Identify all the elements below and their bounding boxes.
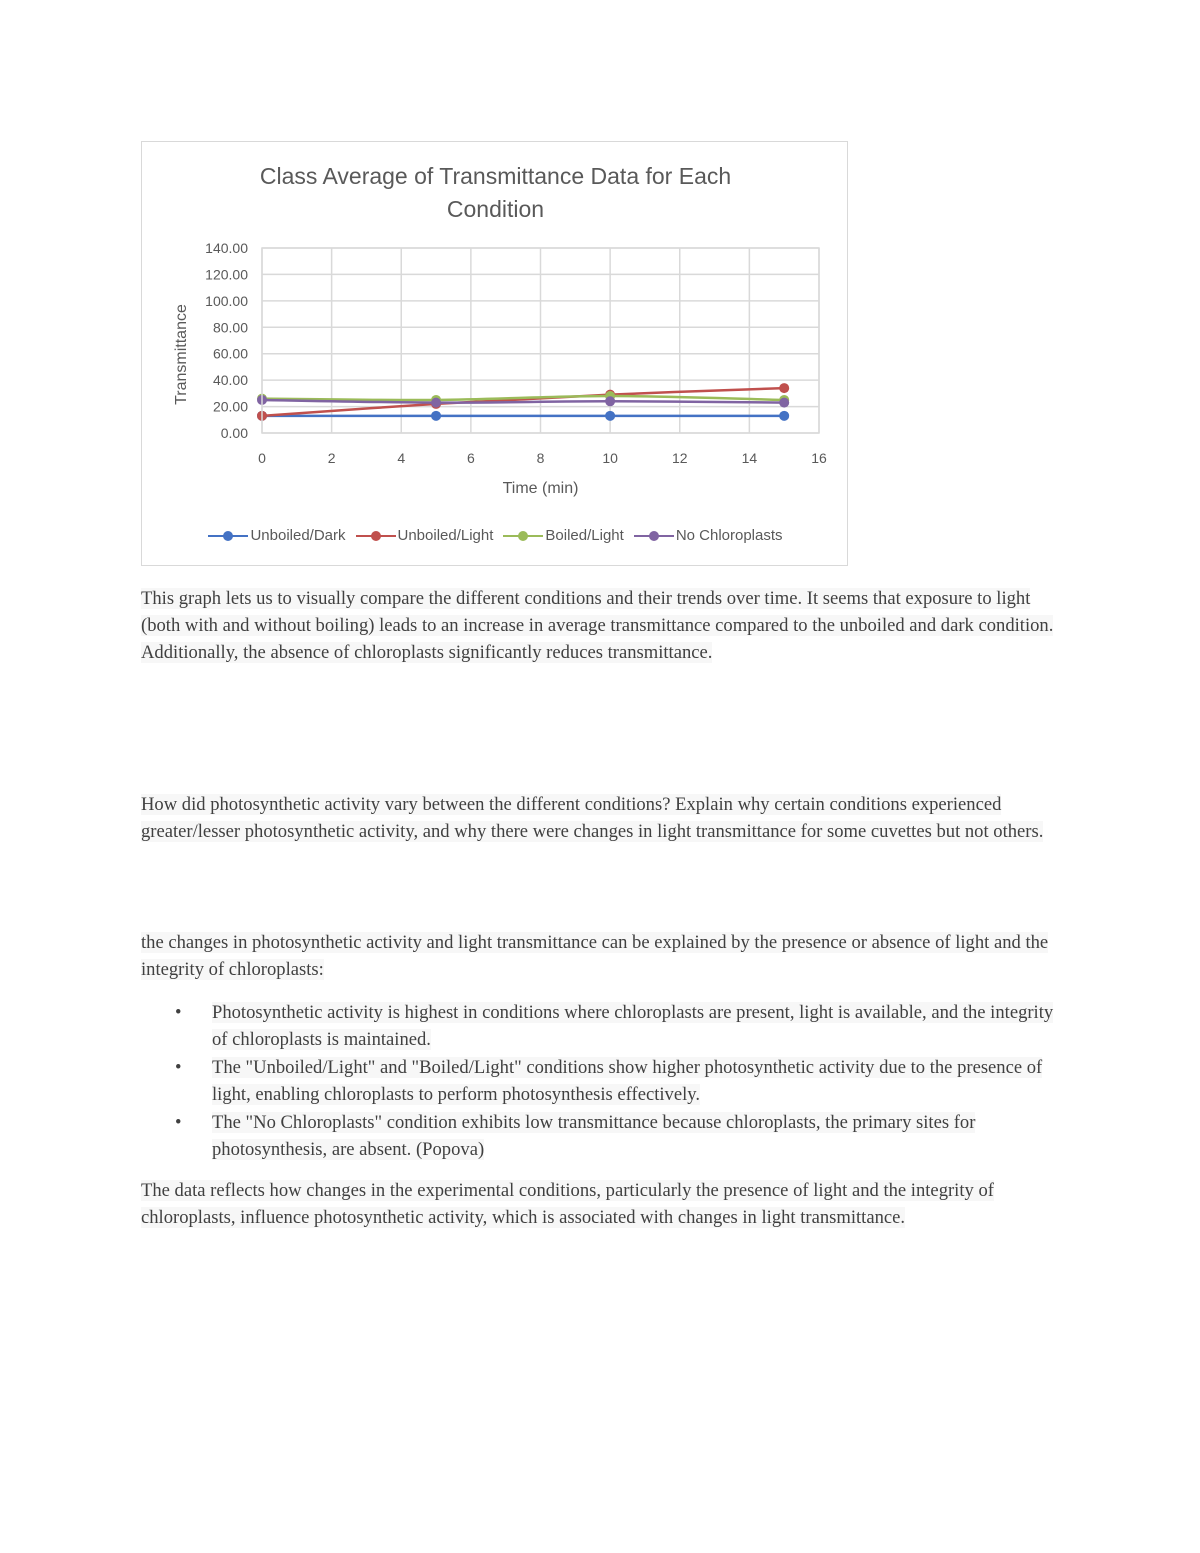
legend-marker-icon xyxy=(503,529,543,543)
answer-bullet-list xyxy=(141,999,1066,1163)
x-tick-label: 0 xyxy=(258,450,266,466)
legend-label: Boiled/Light xyxy=(545,527,624,544)
list-item-text: The "No Chloroplasts" condition exhibits low transmittance because chloroplasts, the primary sites for photosynthesis, are absent. (Popova) xyxy=(212,1112,976,1160)
graph-analysis-text: This graph lets us to visually compare the different conditions and their trends over time. It seems that exposure to light (both with and without boiling) leads to an increase in average transmittance compared to the unboiled and dark condition. Additionally, the absence of chloroplasts significantly reduces transmittance. xyxy=(141,588,1054,663)
x-tick-label: 8 xyxy=(536,450,545,466)
y-tick-label: 60.00 xyxy=(212,345,248,362)
chart-title-line-1: Class Average of Transmittance Data for Each xyxy=(259,163,732,189)
y-tick-label: 140.00 xyxy=(205,240,248,256)
data-point xyxy=(605,396,615,406)
legend-item-no-chloroplasts xyxy=(634,527,783,544)
x-tick-label: 10 xyxy=(602,450,618,466)
y-tick-label: 80.00 xyxy=(212,319,248,336)
list-item xyxy=(141,999,1066,1053)
x-tick-label: 4 xyxy=(397,450,406,466)
legend-marker-icon xyxy=(356,529,396,543)
x-tick-label: 6 xyxy=(466,450,475,466)
data-point xyxy=(779,383,789,393)
y-tick-label: 40.00 xyxy=(212,372,248,389)
x-tick-label: 16 xyxy=(811,450,827,466)
conclusion-text: The data reflects how changes in the experimental conditions, particularly the presence of light and the integrity of chloroplasts, influence photosynthetic activity, which is associated with changes in light transmittance. xyxy=(141,1180,994,1228)
graph-analysis xyxy=(141,585,1061,666)
x-tick-label: 14 xyxy=(741,450,758,466)
chart-legend xyxy=(142,527,849,544)
data-point xyxy=(431,398,441,408)
data-point xyxy=(779,411,789,421)
legend-item-unboiled-light xyxy=(356,527,494,544)
list-item xyxy=(141,1109,1066,1163)
chart-plot xyxy=(142,142,849,522)
legend-item-boiled-light xyxy=(503,527,623,544)
legend-marker-icon xyxy=(634,529,674,543)
x-tick-label: 2 xyxy=(327,450,336,466)
answer xyxy=(141,929,1066,1231)
bullet-icon: • xyxy=(175,1002,182,1023)
legend-marker-icon xyxy=(208,529,248,543)
list-item-text: The "Unboiled/Light" and "Boiled/Light" conditions show higher photosynthetic activity due to the presence of light, enabling chloroplasts to perform photosynthesis effectively. xyxy=(212,1057,1043,1105)
transmittance-chart xyxy=(141,141,848,566)
question-text: How did photosynthetic activity vary between the different conditions? Explain why certain conditions experienced greater/lesser photosynthetic activity, and why there were changes in light transmittance for some cuvettes but not others. xyxy=(141,794,1044,842)
y-tick-label: 0.00 xyxy=(220,425,248,441)
y-tick-label: 100.00 xyxy=(205,292,248,309)
list-item-text: Photosynthetic activity is highest in conditions where chloroplasts are present, light is available, and the integrity of chloroplasts is maintained. xyxy=(212,1002,1054,1050)
bullet-icon: • xyxy=(175,1057,182,1078)
legend-label: Unboiled/Light xyxy=(397,527,494,544)
question xyxy=(141,791,1061,845)
data-point xyxy=(779,398,789,408)
answer-intro: the changes in photosynthetic activity and light transmittance can be explained by the presence or absence of light and the integrity of chloroplasts: xyxy=(141,932,1049,980)
chart-title-line-2: Condition xyxy=(446,196,545,222)
list-item xyxy=(141,1054,1066,1108)
y-tick-label: 120.00 xyxy=(205,266,248,283)
bullet-icon: • xyxy=(175,1112,182,1133)
y-axis-label: Transmittance xyxy=(173,304,190,405)
legend-item-unboiled-dark xyxy=(208,527,345,544)
data-point xyxy=(431,411,441,421)
legend-label: No Chloroplasts xyxy=(675,527,783,544)
legend-label: Unboiled/Dark xyxy=(250,527,346,544)
y-tick-label: 20.00 xyxy=(212,398,248,415)
x-tick-label: 12 xyxy=(671,450,688,466)
data-point xyxy=(605,411,615,421)
x-axis-label: Time (min) xyxy=(502,480,579,497)
